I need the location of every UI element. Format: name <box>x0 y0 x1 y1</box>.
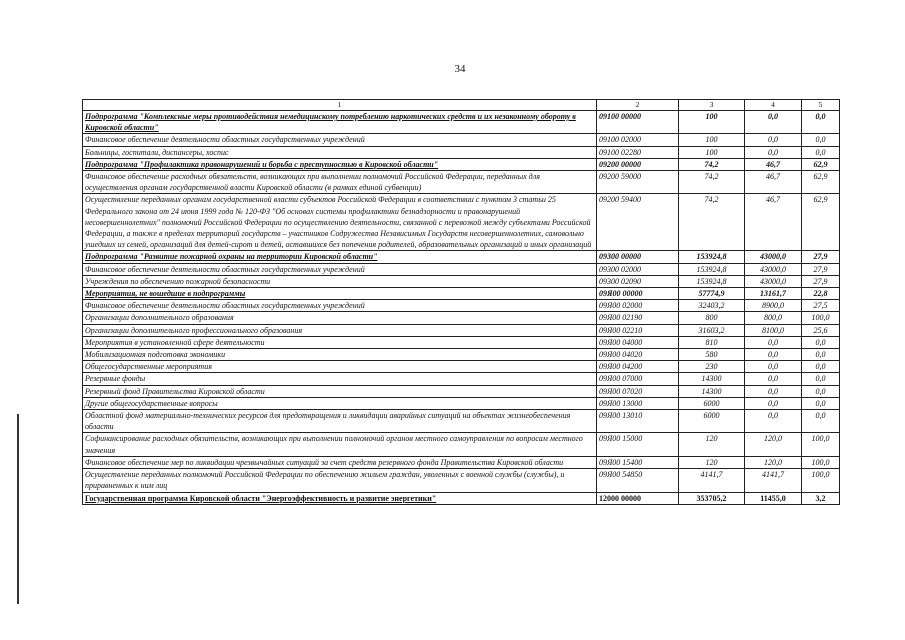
row-name: Мероприятия в установленной сфере деятельности <box>83 336 597 348</box>
row-value-actual: 4141,7 <box>745 469 802 492</box>
row-value-planned: 120 <box>679 433 745 456</box>
table-row <box>83 433 840 456</box>
column-header: 5 <box>802 100 840 111</box>
column-header: 1 <box>83 100 597 111</box>
row-name: Осуществление переданных полномочий Российской Федерации по обеспечению жильем граждан, уволенных с военной службы (службы), и приравненных к ним лиц <box>83 469 597 492</box>
row-value-planned: 153924,8 <box>679 275 745 287</box>
row-value-percent: 100,0 <box>802 312 840 324</box>
table-row <box>83 492 840 504</box>
row-code: 09100 02280 <box>597 146 679 158</box>
row-name: Резервный фонд Правительства Кировской области <box>83 385 597 397</box>
row-value-planned: 580 <box>679 349 745 361</box>
row-code: 09300 02000 <box>597 263 679 275</box>
row-value-planned: 153924,8 <box>679 263 745 275</box>
row-name: Финансовое обеспечение деятельности областных государственных учреждений <box>83 300 597 312</box>
row-code: 12000 00000 <box>597 492 679 504</box>
table-row <box>83 251 840 263</box>
row-value-percent: 27,9 <box>802 275 840 287</box>
row-value-planned: 6000 <box>679 397 745 409</box>
row-value-percent: 0,0 <box>802 373 840 385</box>
row-value-percent: 62,9 <box>802 158 840 170</box>
table-row <box>83 171 840 194</box>
row-code: 09200 59000 <box>597 171 679 194</box>
table-row <box>83 263 840 275</box>
row-value-actual: 13161,7 <box>745 288 802 300</box>
row-code: 09Я00 00000 <box>597 288 679 300</box>
table-row <box>83 336 840 348</box>
row-value-actual: 0,0 <box>745 373 802 385</box>
table-row <box>83 373 840 385</box>
column-header: 2 <box>597 100 679 111</box>
row-name: Областной фонд материально-технических ресурсов для предотвращения и ликвидации аварийных ситуаций на объектах жизнеобеспечения области <box>83 410 597 433</box>
row-code: 09Я00 04000 <box>597 336 679 348</box>
row-value-actual: 800,0 <box>745 312 802 324</box>
row-code: 09Я00 13000 <box>597 397 679 409</box>
row-name: Подпрограмма "Профилактика правонарушений и борьба с преступностью в Кировской области" <box>83 158 597 170</box>
row-value-actual: 11455,0 <box>745 492 802 504</box>
row-name: Мероприятия, не вошедшие в подпрограммы <box>83 288 597 300</box>
row-name: Организации дополнительного профессионального образования <box>83 324 597 336</box>
row-value-percent: 27,9 <box>802 263 840 275</box>
row-value-percent: 25,6 <box>802 324 840 336</box>
row-value-actual: 0,0 <box>745 361 802 373</box>
row-value-percent: 100,0 <box>802 456 840 468</box>
table-row <box>83 385 840 397</box>
table-row <box>83 456 840 468</box>
row-value-percent: 0,0 <box>802 397 840 409</box>
table-row <box>83 194 840 251</box>
row-code: 09100 00000 <box>597 111 679 134</box>
row-name: Организации дополнительного образования <box>83 312 597 324</box>
row-name: Учреждения по обеспечению пожарной безопасности <box>83 275 597 287</box>
row-value-planned: 800 <box>679 312 745 324</box>
row-value-actual: 8100,0 <box>745 324 802 336</box>
row-name: Резервные фонды <box>83 373 597 385</box>
row-value-planned: 14300 <box>679 373 745 385</box>
row-value-planned: 100 <box>679 134 745 146</box>
row-value-actual: 0,0 <box>745 146 802 158</box>
table-row <box>83 288 840 300</box>
row-code: 09300 02090 <box>597 275 679 287</box>
row-value-actual: 46,7 <box>745 158 802 170</box>
row-value-percent: 3,2 <box>802 492 840 504</box>
row-value-planned: 6000 <box>679 410 745 433</box>
row-value-actual: 0,0 <box>745 385 802 397</box>
row-value-percent: 0,0 <box>802 410 840 433</box>
row-value-actual: 46,7 <box>745 171 802 194</box>
row-value-percent: 27,5 <box>802 300 840 312</box>
row-value-planned: 14300 <box>679 385 745 397</box>
table-row <box>83 312 840 324</box>
row-value-planned: 31603,2 <box>679 324 745 336</box>
table-row <box>83 349 840 361</box>
row-name: Финансовое обеспечение деятельности областных государственных учреждений <box>83 134 597 146</box>
row-value-percent: 0,0 <box>802 385 840 397</box>
row-name: Финансовое обеспечение деятельности областных государственных учреждений <box>83 263 597 275</box>
column-header: 3 <box>679 100 745 111</box>
row-value-planned: 32403,2 <box>679 300 745 312</box>
row-code: 09Я00 04200 <box>597 361 679 373</box>
row-value-actual: 120,0 <box>745 456 802 468</box>
row-value-planned: 4141,7 <box>679 469 745 492</box>
row-value-percent: 0,0 <box>802 146 840 158</box>
row-value-actual: 8900,0 <box>745 300 802 312</box>
table-row <box>83 397 840 409</box>
column-header: 4 <box>745 100 802 111</box>
row-value-actual: 0,0 <box>745 134 802 146</box>
table-row <box>83 361 840 373</box>
page-number: 34 <box>454 63 466 75</box>
row-value-actual: 43000,0 <box>745 275 802 287</box>
row-name: Финансовое обеспечение мер по ликвидации чрезвычайных ситуаций за счет средств резервного фонда Правительства Кировской области <box>83 456 597 468</box>
row-code: 09300 00000 <box>597 251 679 263</box>
row-name: Другие общегосударственные вопросы <box>83 397 597 409</box>
table-row <box>83 469 840 492</box>
row-value-planned: 120 <box>679 456 745 468</box>
row-value-actual: 0,0 <box>745 336 802 348</box>
row-code: 09Я00 02190 <box>597 312 679 324</box>
row-value-percent: 100,0 <box>802 469 840 492</box>
row-name: Подпрограмма "Развитие пожарной охраны на территории Кировской области" <box>83 251 597 263</box>
row-value-planned: 810 <box>679 336 745 348</box>
table-row <box>83 146 840 158</box>
row-code: 09200 59400 <box>597 194 679 251</box>
row-value-percent: 0,0 <box>802 336 840 348</box>
table-row <box>83 134 840 146</box>
table-row <box>83 275 840 287</box>
row-value-percent: 0,0 <box>802 134 840 146</box>
table-row <box>83 410 840 433</box>
row-code: 09Я00 07000 <box>597 373 679 385</box>
row-value-actual: 120,0 <box>745 433 802 456</box>
row-value-actual: 0,0 <box>745 397 802 409</box>
row-value-planned: 100 <box>679 146 745 158</box>
row-code: 09Я00 15400 <box>597 456 679 468</box>
table-row <box>83 300 840 312</box>
table-row <box>83 111 840 134</box>
row-value-planned: 74,2 <box>679 194 745 251</box>
row-code: 09Я00 04020 <box>597 349 679 361</box>
row-name: Мобилизационная подготовка экономики <box>83 349 597 361</box>
row-value-planned: 74,2 <box>679 171 745 194</box>
row-name: Осуществление переданных органам государственной власти субъектов Российской Федерации в соответствии с пунктом 3 статьи 25 Федерального закона от 24 июня 1999 года № 120-ФЗ "Об основах системы профилактики безнадзорности и правонарушений несовершеннолетних" полномочий Российской Федерации по осуществлению деятельности, связанной с перевозкой между субъектами Российской Федерации, а также в пределах территорий государств – участников Содружества Независимых Государств несовершеннолетних, самовольно ушедших из семей, организаций для детей-сирот и детей, оставшихся без попечения родителей, образовательных организаций и иных организаций <box>83 194 597 251</box>
row-value-percent: 22,8 <box>802 288 840 300</box>
row-code: 09Я00 13010 <box>597 410 679 433</box>
row-name: Общегосударственные мероприятия <box>83 361 597 373</box>
row-name: Больницы, госпитали, диспансеры, хоспис <box>83 146 597 158</box>
row-value-percent: 100,0 <box>802 433 840 456</box>
table-row <box>83 158 840 170</box>
row-value-actual: 0,0 <box>745 111 802 134</box>
row-code: 09Я00 07020 <box>597 385 679 397</box>
table-row <box>83 324 840 336</box>
row-name: Подпрограмма "Комплексные меры противодействия немедицинскому потреблению наркотических средств и их незаконному обороту в Кировской области" <box>83 111 597 134</box>
budget-table <box>82 99 840 505</box>
row-value-planned: 230 <box>679 361 745 373</box>
row-code: 09100 02000 <box>597 134 679 146</box>
row-value-percent: 0,0 <box>802 349 840 361</box>
row-value-percent: 27,9 <box>802 251 840 263</box>
row-value-percent: 62,9 <box>802 171 840 194</box>
row-value-planned: 153924,8 <box>679 251 745 263</box>
margin-rule <box>17 414 19 604</box>
row-code: 09Я00 54850 <box>597 469 679 492</box>
header-row <box>83 100 840 111</box>
row-code: 09Я00 15000 <box>597 433 679 456</box>
row-value-planned: 353705,2 <box>679 492 745 504</box>
row-value-percent: 62,9 <box>802 194 840 251</box>
row-value-actual: 0,0 <box>745 410 802 433</box>
row-value-actual: 0,0 <box>745 349 802 361</box>
row-value-percent: 0,0 <box>802 361 840 373</box>
row-name: Финансовое обеспечение расходных обязательств, возникающих при выполнении полномочий Российской Федерации, переданных для осуществления органам государственной власти Кировской области (в рамках единой субвенции) <box>83 171 597 194</box>
row-value-planned: 57774,9 <box>679 288 745 300</box>
row-name: Государственная программа Кировской области "Энергоэффективность и развитие энергетики" <box>83 492 597 504</box>
row-value-actual: 43000,0 <box>745 251 802 263</box>
row-code: 09200 00000 <box>597 158 679 170</box>
row-value-actual: 43000,0 <box>745 263 802 275</box>
row-value-planned: 100 <box>679 111 745 134</box>
row-name: Софинансирование расходных обязательств, возникающих при выполнении полномочий органов местного самоуправления по вопросам местного значения <box>83 433 597 456</box>
row-value-percent: 0,0 <box>802 111 840 134</box>
row-code: 09Я00 02000 <box>597 300 679 312</box>
row-code: 09Я00 02210 <box>597 324 679 336</box>
row-value-actual: 46,7 <box>745 194 802 251</box>
row-value-planned: 74,2 <box>679 158 745 170</box>
